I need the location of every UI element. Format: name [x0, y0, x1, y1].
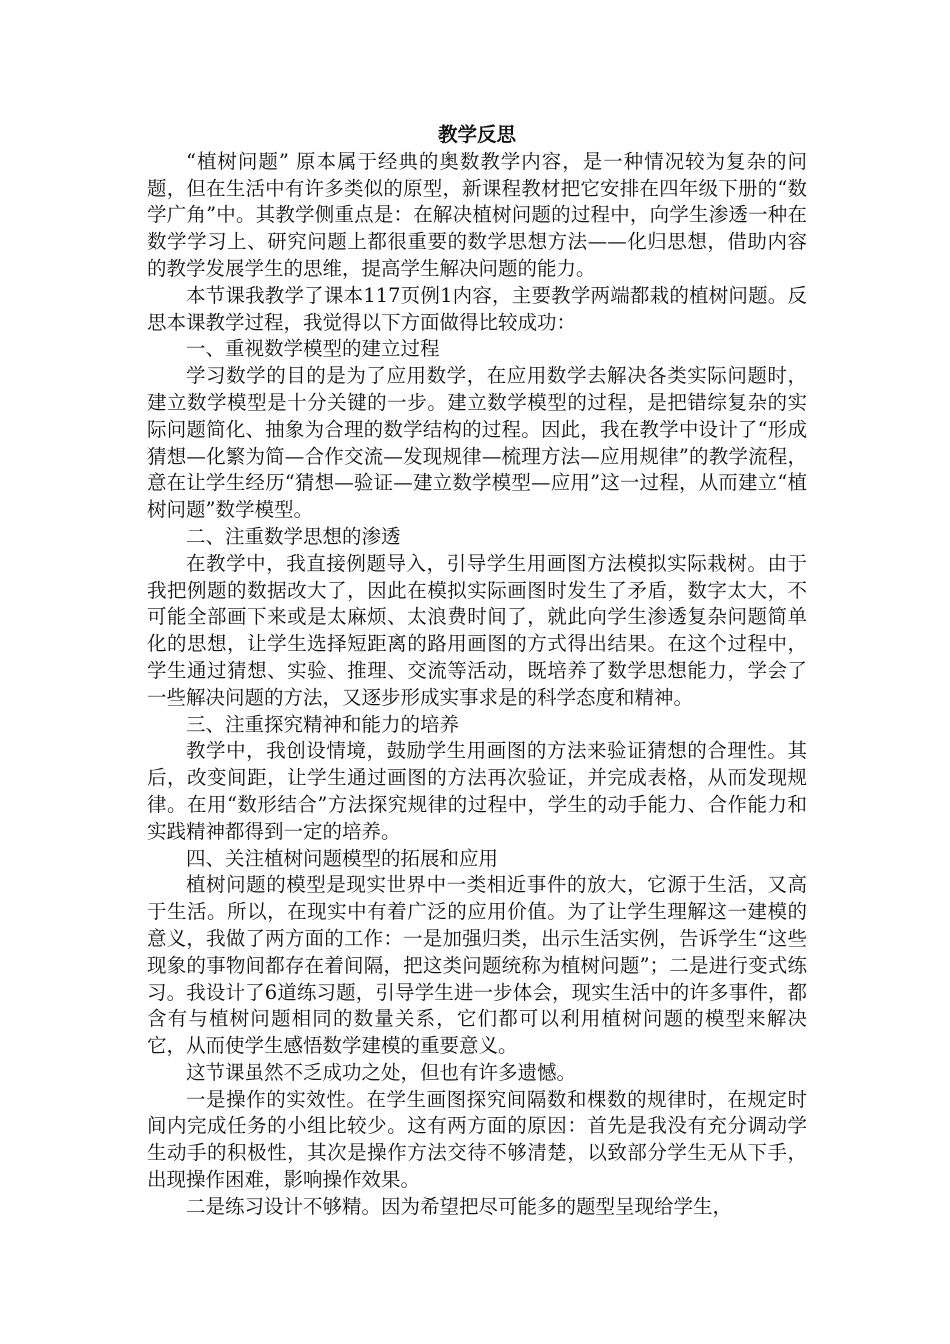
paragraph-lesson-summary: 本节课我教学了课本117页例1内容，主要教学两端都栽的植树问题。反思本课教学过程，我觉得以下方面做得比较成功： [147, 283, 807, 334]
document-body [147, 122, 807, 1221]
paragraph-regret-2: 二是练习设计不够精。因为希望把尽可能多的题型呈现给学生， [186, 1194, 733, 1218]
section-heading-3: 三、注重探究精神和能力的培养 [186, 712, 460, 736]
paragraph-section-3: 教学中，我创设情境，鼓励学生用画图的方法来验证猜想的合理性。其后，改变间距，让学生通过画图的方法再次验证，并完成表格，从而发现规律。在用“数形结合”方法探究规律的过程中，学生的动手能力、合作能力和实践精神都得到一定的培养。 [147, 739, 807, 843]
section-heading-2: 二、注重数学思想的渗透 [186, 524, 401, 548]
paragraph-intro: “植树问题” 原本属于经典的奥数教学内容，是一种情况较为复杂的问题，但在生活中有许多类似的原型，新课程教材把它安排在四年级下册的“数学广角”中。其教学侧重点是：在解决植树问题的过程中，向学生渗透一种在数学学习上、研究问题上都很重要的数学思想方法——化归思想，借助内容的教学发展学生的思维，提高学生解决问题的能力。 [147, 149, 807, 280]
section-heading-4: 四、关注植树问题模型的拓展和应用 [186, 846, 499, 870]
paragraph-section-2: 在教学中，我直接例题导入，引导学生用画图方法模拟实际栽树。由于我把例题的数据改大了，因此在模拟实际画图时发生了矛盾，数字太大，不可能全部画下来或是太麻烦、太浪费时间了，就此向学生渗透复杂问题简单化的思想，让学生选择短距离的路用画图的方式得出结果。在这个过程中，学生通过猜想、实验、推理、交流等活动，既培养了数学思想能力，学会了一些解决问题的方法，又逐步形成实事求是的科学态度和精神。 [147, 551, 807, 709]
paragraph-regret-1: 一是操作的实效性。在学生画图探究间隔数和棵数的规律时，在规定时间内完成任务的小组比较少。这有两方面的原因：首先是我没有充分调动学生动手的积极性，其次是操作方法交待不够清楚，以致部分学生无从下手，出现操作困难，影响操作效果。 [147, 1087, 807, 1192]
document-title: 教学反思 [437, 123, 516, 146]
paragraph-section-4: 植树问题的模型是现实世界中一类相近事件的放大，它源于生活，又高于生活。所以，在现实中有着广泛的应用价值。为了让学生理解这一建模的意义，我做了两方面的工作：一是加强归类，出示生活实例，告诉学生“这些现象的事物间都存在着间隔，把这类问题统称为植树问题”；二是进行变式练习。我设计了6道练习题，引导学生进一步体会，现实生活中的许多事件，都含有与植树问题相同的数量关系，它们都可以利用植树问题的模型来解决它，从而使学生感悟数学建模的重要意义。 [147, 873, 807, 1058]
paragraph-section-1: 学习数学的目的是为了应用数学，在应用数学去解决各类实际问题时，建立数学模型是十分关键的一步。建立数学模型的过程，是把错综复杂的实际问题简化、抽象为合理的数学结构的过程。因此，我在教学中设计了“形成猜想—化繁为简—合作交流—发现规律—梳理方法—应用规律”的教学流程，意在让学生经历“猜想—验证—建立数学模型—应用”这一过程，从而建立“植树问题”数学模型。 [147, 364, 807, 522]
section-heading-1: 一、重视数学模型的建立过程 [186, 337, 440, 361]
paragraph-regrets-intro: 这节课虽然不乏成功之处，但也有许多遗憾。 [186, 1060, 577, 1084]
